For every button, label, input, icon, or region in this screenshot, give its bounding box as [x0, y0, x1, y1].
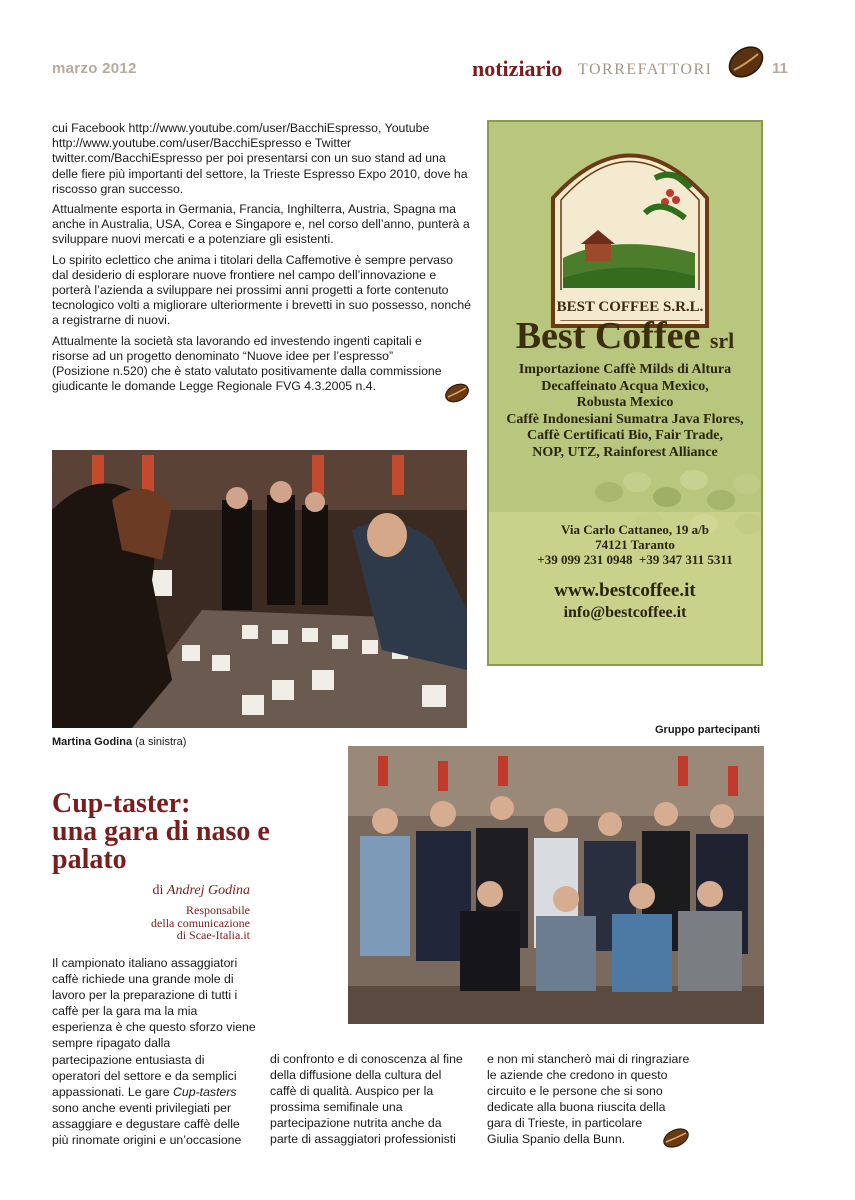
photo2-caption: Gruppo partecipanti — [655, 724, 761, 736]
text-line: di confronto e di conoscenza al fine — [270, 1052, 463, 1066]
text-line: caffè di qualità. Auspico per la — [270, 1084, 434, 1099]
author-role-line: della comunicazione — [151, 915, 250, 930]
text-line: sono anche eventi privilegiati per — [52, 1100, 232, 1115]
article-title — [52, 790, 282, 874]
text-line: circuito e le persone che si sono — [487, 1084, 663, 1099]
paragraph: Attualmente la società sta lavorando ed investendo ingenti capitali e risorse ad un progetto denominato “Nuove idee per l’espresso” (Posizione n.520) che è stato valutato positivamente dalla commissione giudicante le domande Legge Regionale FVG 4.3.2005 n.4. — [52, 333, 442, 394]
paragraph: cui Facebook http://www.youtube.com/user/BacchiEspresso, Youtube http://www.youtube.com/user/BacchiEspresso e Twitter twitter.com/BacchiEspresso per poi presentarsi con un suo stand ad una delle fiere più importanti del settore, la Trieste Espresso Expo 2010, dove ha riscosso gran successo. — [52, 121, 468, 196]
end-mark-bean-icon — [662, 1127, 690, 1149]
ad-service-line: NOP, UTZ, Rainforest Alliance — [532, 444, 718, 460]
author-role-line: di Scae-Italia.it — [176, 928, 250, 942]
text-line: Il campionato italiano assaggiatori — [52, 956, 238, 970]
text-line: operatori del settore e da semplici — [52, 1068, 237, 1083]
text-line: lavoro per la preparazione di tutti i — [52, 988, 238, 1003]
text-line: partecipazione entusiasta di — [52, 1052, 205, 1067]
ad-headline: Best Coffee — [515, 315, 701, 357]
ad-headline-suffix: srl — [709, 328, 735, 353]
ad-logo-illustration — [545, 138, 715, 328]
group-photo — [348, 746, 764, 1024]
text-line: assaggiare e degustare caffè delle — [52, 1116, 240, 1131]
byline-prefix: di — [152, 883, 167, 898]
ad-address-street: Via Carlo Cattaneo, 19 a/b — [561, 522, 709, 537]
text-line: partecipazione nutrita anche da — [270, 1116, 442, 1131]
paragraph: Lo spirito eclettico che anima i titolari della Caffemotive è sempre pervaso dal desiderio di esplorare nuove frontiere nel campo dell’innovazione e porterà l’azienda a sviluppare nei prossimi anni progetti a forte contenuto tecnologico volti a migliorare ulteriormente i brevetti in suo possesso, nonché a registrarne di nuovi. — [52, 252, 471, 328]
top-article — [52, 121, 472, 399]
text-line: più rinomate origini e un’occasione — [52, 1133, 242, 1148]
ad-service-line: Importazione Caffè Milds di Altura — [518, 362, 732, 377]
text-line: prossima semifinale una — [270, 1100, 403, 1115]
photo1-caption-rest: (a sinistra) — [132, 736, 187, 748]
photo1-caption — [52, 736, 186, 748]
ad-address-city: 74121 Taranto — [595, 537, 675, 552]
text-line: esperienza è che questo sforzo viene — [52, 1020, 256, 1035]
ad-phone: +39 099 231 0948 — [537, 552, 633, 567]
byline-author: Andrej Godina — [166, 883, 250, 898]
ad-email[interactable]: info@bestcoffee.it — [563, 604, 687, 621]
paragraph: Attualmente esporta in Germania, Francia, Inghilterra, Austria, Spagna ma anche in Australia, USA, Corea e Singapore e, nel corso dell’anno, punterà a sviluppare nuovi mercati e a potenziare gli esistenti. — [52, 202, 470, 247]
text-line: della diffusione della cultura del — [270, 1068, 442, 1083]
group-photo-illustration — [348, 746, 764, 1024]
ad-mobile: +39 347 311 5311 — [638, 552, 733, 567]
ad-service-line: Robusta Mexico — [576, 395, 674, 410]
article-column-2 — [270, 1051, 480, 1148]
text-line: parte di assaggiatori professionisti — [270, 1132, 456, 1147]
article-byline — [100, 883, 250, 899]
ad-service-line: Caffè Indonesiani Sumatra Java Flores, — [506, 411, 744, 427]
text-line: Giulia Spanio della Bunn. — [487, 1132, 626, 1147]
text-line: caffè richiede una grande mole di — [52, 972, 234, 987]
text-line: sempre ripagato dalla — [52, 1036, 171, 1051]
magazine-brand: notiziario — [472, 56, 563, 81]
issue-date: marzo 2012 — [52, 60, 137, 77]
photo1-caption-name: Martina Godina — [52, 736, 133, 748]
article-title-line: Cup-taster: — [52, 788, 191, 819]
page-number: 11 — [772, 60, 788, 77]
text-line: gara di Trieste, in particolare — [487, 1116, 643, 1131]
magazine-brand-sub: TORREFATTORI — [578, 61, 713, 78]
best-coffee-ad — [487, 120, 763, 666]
text-line: appassionati. Le gare Cup-tasters — [52, 1084, 237, 1099]
ad-services — [489, 362, 761, 461]
cupping-photo-illustration — [52, 450, 467, 728]
text-line: dedicate alla buona riuscita della — [487, 1100, 666, 1115]
cupping-photo — [52, 450, 467, 728]
article-column-1 — [52, 955, 267, 1148]
ad-logo-text: BEST COFFEE S.R.L. — [556, 299, 704, 315]
author-role-line: Responsabile — [186, 903, 250, 917]
text-line: le aziende che credono in questo — [487, 1068, 668, 1083]
ad-service-line: Decaffeinato Acqua Mexico, — [541, 378, 709, 394]
text-line: e non mi stancherò mai di ringraziare — [487, 1052, 690, 1066]
author-role — [100, 904, 250, 942]
end-mark-bean-icon — [444, 382, 470, 404]
ad-website[interactable]: www.bestcoffee.it — [554, 580, 696, 601]
article-title-line: palato — [52, 844, 127, 875]
ad-service-line: Caffè Certificati Bio, Fair Trade, — [527, 428, 723, 443]
coffee-bean-icon — [726, 44, 766, 80]
text-line: caffè per la gara ma la mia — [52, 1004, 198, 1019]
article-title-line: una gara di naso e — [52, 816, 270, 847]
